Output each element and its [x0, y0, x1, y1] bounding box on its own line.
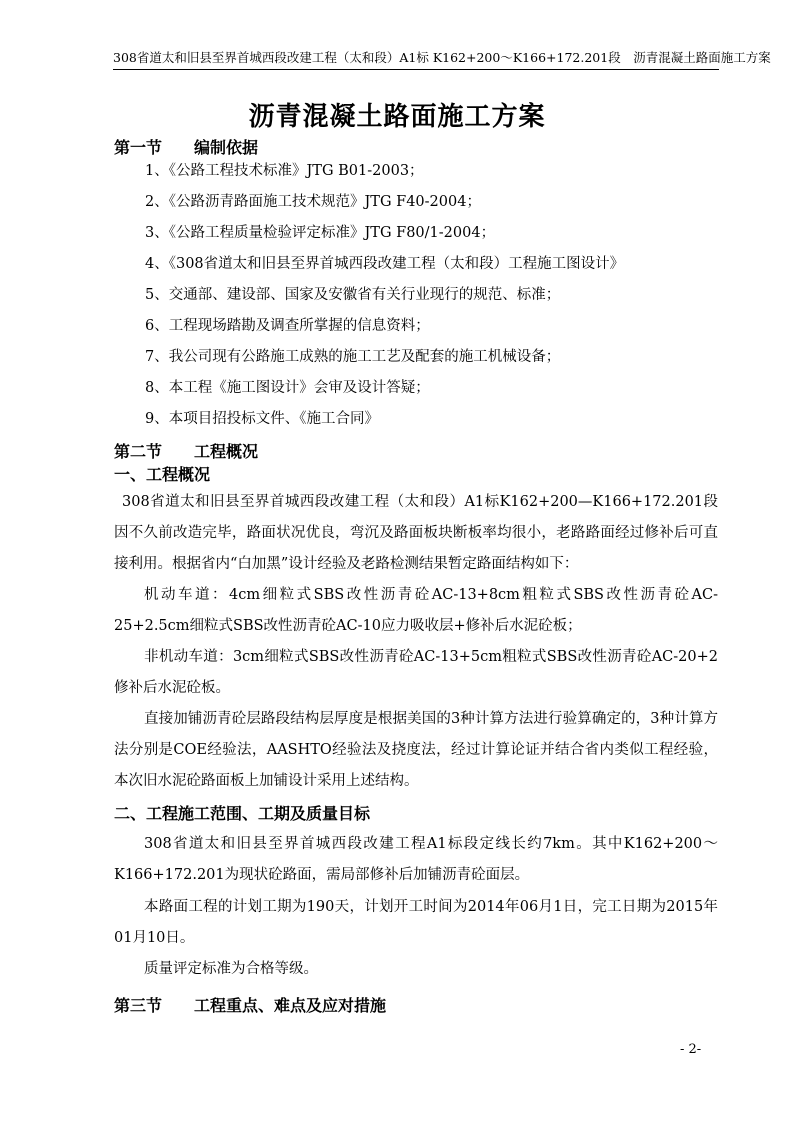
basis-item-3: 3、《公路工程质量检验评定标准》JTG F80/1-2004；: [145, 225, 496, 241]
basis-item-2: 2、《公路沥青路面施工技术规范》JTG F40-2004；: [145, 194, 481, 210]
basis-item-8: 8、本工程《施工图设计》会审及设计答疑；: [145, 380, 430, 396]
basis-item-7: 7、我公司现有公路施工成熟的施工工艺及配套的施工机械设备；: [145, 349, 561, 365]
subsection-overview-heading: 一、工程概况: [114, 465, 211, 484]
overview-paragraph-motor-lane: 机动车道：4cm细粒式SBS改性沥青砼AC-13+8cm粗粒式SBS改性沥青砼AC-25+2.5cm细粒式SBS改性沥青砼AC-10应力吸收层+修补后水泥砼板；: [114, 587, 718, 634]
overview-paragraph-1: 308省道太和旧县至界首城西段改建工程（太和段）A1标K162+200—K166+172.201段因不久前改造完毕，路面状况优良，弯沉及路面板块断板率均很小，老路路面经过修补后可直接利用。根据省内“白加黑”设计经验及老路检测结果暂定路面结构如下：: [114, 494, 718, 572]
page-number: - 2-: [680, 1042, 702, 1057]
section-3-heading: 第三节 工程重点、难点及应对措施: [114, 996, 387, 1015]
basis-item-6: 6、工程现场踏勘及调查所掌握的信息资料；: [145, 318, 430, 334]
scope-paragraph-1: 308省道太和旧县至界首城西段改建工程A1标段定线长约7km。其中K162+200～K166+172.201为现状砼路面，需局部修补后加铺沥青砼面层。: [114, 836, 718, 883]
section-1-heading: 第一节 编制依据: [114, 138, 259, 157]
basis-item-9: 9、本项目招投标文件、《施工合同》: [145, 411, 379, 427]
basis-item-4: 4、《308省道太和旧县至界首城西段改建工程（太和段）工程施工图设计》: [145, 256, 625, 272]
overview-paragraph-design-method: 直接加铺沥青砼层路段结构层厚度是根据美国的3种计算方法进行验算确定的，3种计算方法分别是COE经验法，AASHTO经验法及挠度法，经过计算论证并结合省内类似工程经验，本次旧水泥砼路面板上加铺设计采用上述结构。: [114, 711, 718, 789]
running-header: 308省道太和旧县至界首城西段改建工程（太和段）A1标 K162+200～K166+172.201段 沥青混凝土路面施工方案: [113, 50, 719, 70]
scope-paragraph-quality: 质量评定标准为合格等级。: [144, 961, 318, 977]
document-title: 沥青混凝土路面施工方案: [248, 102, 546, 132]
basis-item-5: 5、交通部、建设部、国家及安徽省有关行业现行的规范、标准；: [145, 287, 561, 303]
overview-paragraph-non-motor-lane: 非机动车道：3cm细粒式SBS改性沥青砼AC-13+5cm粗粒式SBS改性沥青砼AC-20+2修补后水泥砼板。: [114, 649, 718, 696]
basis-item-1: 1、《公路工程技术标准》JTG B01-2003；: [145, 163, 424, 179]
subsection-scope-heading: 二、工程施工范围、工期及质量目标: [114, 804, 371, 823]
scope-paragraph-schedule: 本路面工程的计划工期为190天，计划开工时间为2014年06月1日，完工日期为2015年01月10日。: [114, 899, 718, 946]
section-2-heading: 第二节 工程概况: [114, 442, 259, 461]
